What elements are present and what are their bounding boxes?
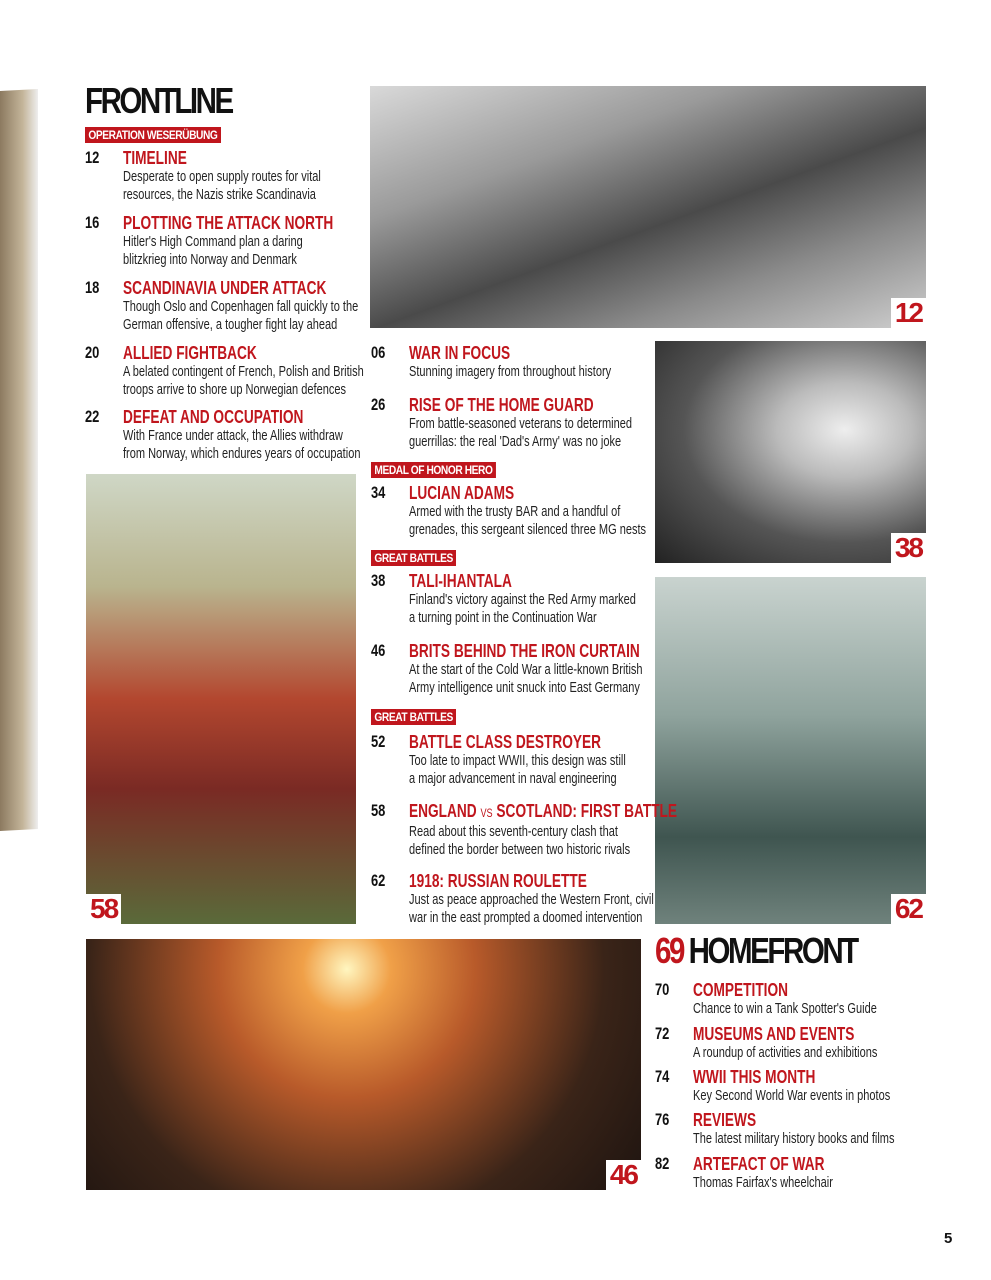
toc-entry[interactable]: 06 WAR IN FOCUS Stunning imagery from throughout history [371,343,612,380]
page-label-58: 58 [86,894,121,924]
page-label-62: 62 [891,894,926,924]
toc-entry[interactable]: 26 RISE OF THE HOME GUARD From battle-seasoned veterans to determined guerrillas: the real 'Dad's Army' was no joke [371,395,632,450]
painting-image [86,474,356,924]
toc-entry[interactable]: 74 WWII THIS MONTH Key Second World War events in photos [655,1067,891,1104]
section-title-frontline: FRONTLINE [85,80,232,121]
toc-entry[interactable]: 82 ARTEFACT OF WAR Thomas Fairfax's wheelchair [655,1154,833,1191]
page-label-38: 38 [891,533,926,563]
rally-car-photo [86,939,641,1190]
toc-entry[interactable]: 72 MUSEUMS AND EVENTS A roundup of activities and exhibitions [655,1024,878,1061]
cropped-soldier-photo [0,89,38,831]
toc-entry[interactable]: 76 REVIEWS The latest military history books and films [655,1110,895,1147]
page-label-12: 12 [891,298,926,328]
section-tag: GREAT BATTLES [371,550,456,566]
tanks-photo [370,86,926,328]
toc-entry[interactable]: 52 BATTLE CLASS DESTROYER Too late to impact WWII, this design was still a major advancement in naval engineering [371,732,626,787]
toc-entry[interactable]: 22 DEFEAT AND OCCUPATION With France under attack, the Allies withdraw from Norway, which endures years of occupation [85,407,361,462]
section-tag: OPERATION WESERÜBUNG [85,127,221,143]
toc-entry[interactable]: 16 PLOTTING THE ATTACK NORTH Hitler's High Command plan a daring blitzkrieg into Norway and Denmark [85,213,334,268]
toc-entry[interactable]: 12 TIMELINE Desperate to open supply routes for vital resources, the Nazis strike Scandinavia [85,148,321,203]
toc-entry[interactable]: 18 SCANDINAVIA UNDER ATTACK Though Oslo and Copenhagen fall quickly to the German offensive, a tougher fight lay ahead [85,278,359,333]
page-label-46: 46 [606,1160,641,1190]
page-number: 5 [944,1230,953,1247]
toc-entry[interactable]: 34 LUCIAN ADAMS Armed with the trusty BAR and a handful of grenades, this sergeant silenced three MG nests [371,483,647,538]
toc-entry[interactable]: 58 ENGLAND VS SCOTLAND: FIRST BATTLE Read about this seventh-century clash that defined the border between two historic rivals [371,801,678,858]
toc-entry[interactable]: 38 TALI-IHANTALA Finland's victory against the Red Army marked a turning point in the Continuation War [371,571,636,626]
toc-entry[interactable]: 20 ALLIED FIGHTBACK A belated contingent of French, Polish and British troops arrive to shore up Norwegian defences [85,343,364,398]
gas-mask-photo [655,577,926,924]
soldiers-photo [655,341,926,563]
toc-entry[interactable]: 70 COMPETITION Chance to win a Tank Spotter's Guide [655,980,877,1017]
section-tag: GREAT BATTLES [371,709,456,725]
section-tag: MEDAL OF HONOR HERO [371,462,496,478]
toc-entry[interactable]: 62 1918: RUSSIAN ROULETTE Just as peace approached the Western Front, civil war in the east prompted a doomed intervention [371,871,654,926]
toc-entry[interactable]: 46 BRITS BEHIND THE IRON CURTAIN At the start of the Cold War a little-known British Army intelligence unit snuck into East Germany [371,641,643,696]
section-title-homefront: 69 HOMEFRONT [655,930,857,971]
